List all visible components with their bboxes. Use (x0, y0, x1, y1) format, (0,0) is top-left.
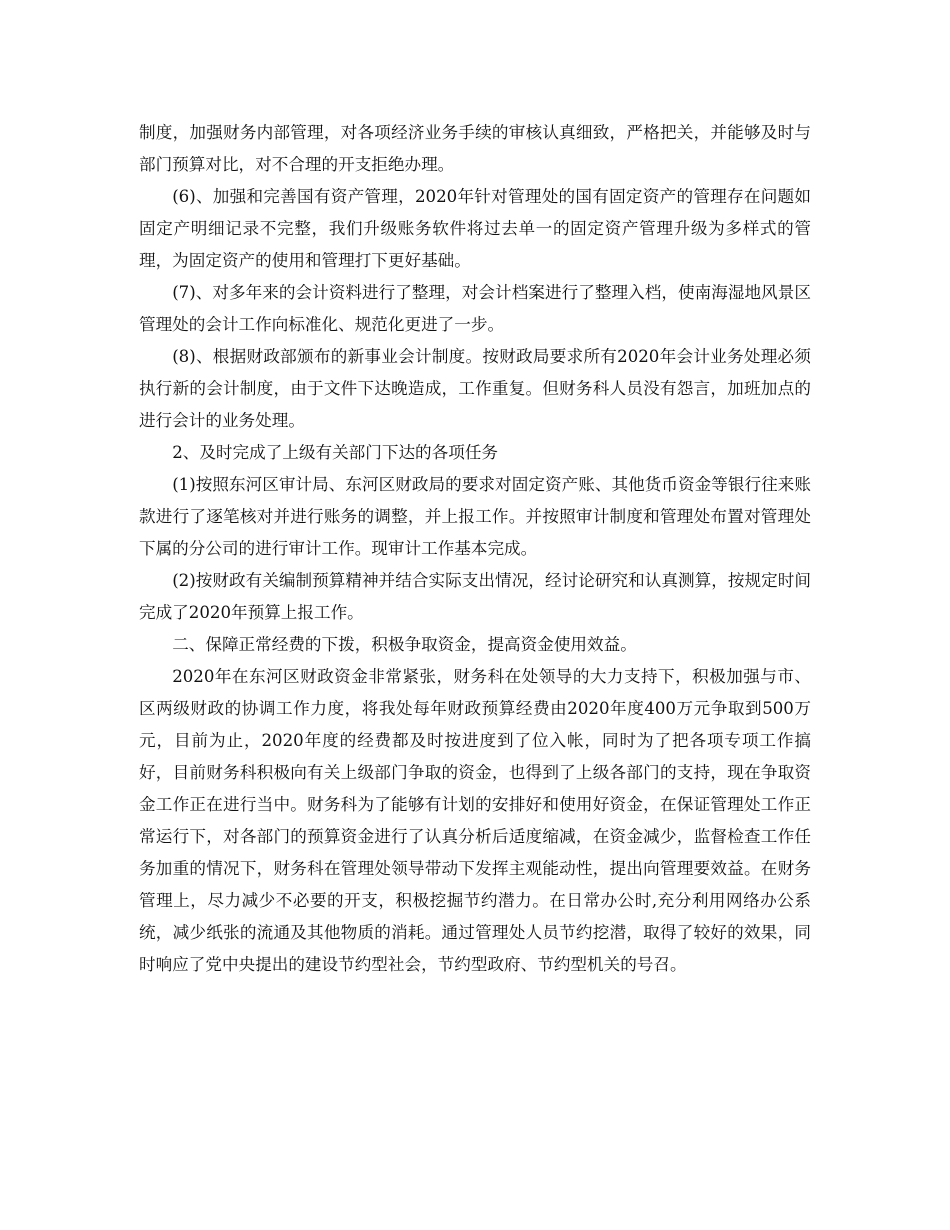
paragraph-item-8: (8)、根据财政部颁布的新事业会计制度。按财政局要求所有2020年会计业务处理必须执行新的会计制度，由于文件下达晚造成，工作重复。但财务科人员没有怨言，加班加点的进行会计的业务处理。 (139, 347, 811, 430)
paragraph-subitem-1: (1)按照东河区审计局、东河区财政局的要求对固定资产账、其他货币资金等银行往来账款进行了逐笔核对并进行账务的调整，并上报工作。并按照审计制度和管理处布置对管理处下属的分公司的进行审计工作。现审计工作基本完成。 (139, 475, 811, 558)
paragraph-subitem-2: (2)按财政有关编制预算精神并结合实际支出情况，经讨论研究和认真测算，按规定时间完成了2020年预算上报工作。 (139, 571, 811, 622)
section-heading-2: 2、及时完成了上级有关部门下达的各项任务 (172, 443, 499, 462)
document-body (139, 117, 811, 981)
section-heading-two: 二、保障正常经费的下拨，积极争取资金，提高资金使用效益。 (172, 635, 637, 654)
paragraph-funding: 2020年在东河区财政资金非常紧张，财务科在处领导的大力支持下，积极加强与市、区两级财政的协调工作力度，将我处每年财政预算经费由2020年度400万元争取到500万元，目前为止，2020年度的经费都及时按进度到了位入帐，同时为了把各项专项工作搞好，目前财务科积极向有关上级部门争取的资金，也得到了上级各部门的支持，现在争取资金工作正在进行当中。财务科为了能够有计划的安排好和使用好资金，在保证管理处工作正常运行下，对各部门的预算资金进行了认真分析后适度缩减，在资金减少，监督检查工作任务加重的情况下，财务科在管理处领导带动下发挥主观能动性，提出向管理要效益。在财务管理上，尽力减少不必要的开支，积极挖掘节约潜力。在日常办公时,充分利用网络办公系统，减少纸张的流通及其他物质的消耗。通过管理处人员节约挖潜，取得了较好的效果，同时响应了党中央提出的建设节约型社会，节约型政府、节约型机关的号召。 (139, 667, 811, 974)
paragraph-item-7: (7)、对多年来的会计资料进行了整理，对会计档案进行了整理入档，使南海湿地风景区管理处的会计工作向标准化、规范化更进了一步。 (139, 283, 811, 334)
paragraph-item-6: (6)、加强和完善国有资产管理，2020年针对管理处的国有固定资产的管理存在问题如固定产明细记录不完整，我们升级账务软件将过去单一的固定资产管理升级为多样式的管理，为固定资产的使用和管理打下更好基础。 (139, 187, 811, 270)
paragraph-continued: 制度，加强财务内部管理，对各项经济业务手续的审核认真细致，严格把关，并能够及时与部门预算对比，对不合理的开支拒绝办理。 (139, 123, 811, 174)
